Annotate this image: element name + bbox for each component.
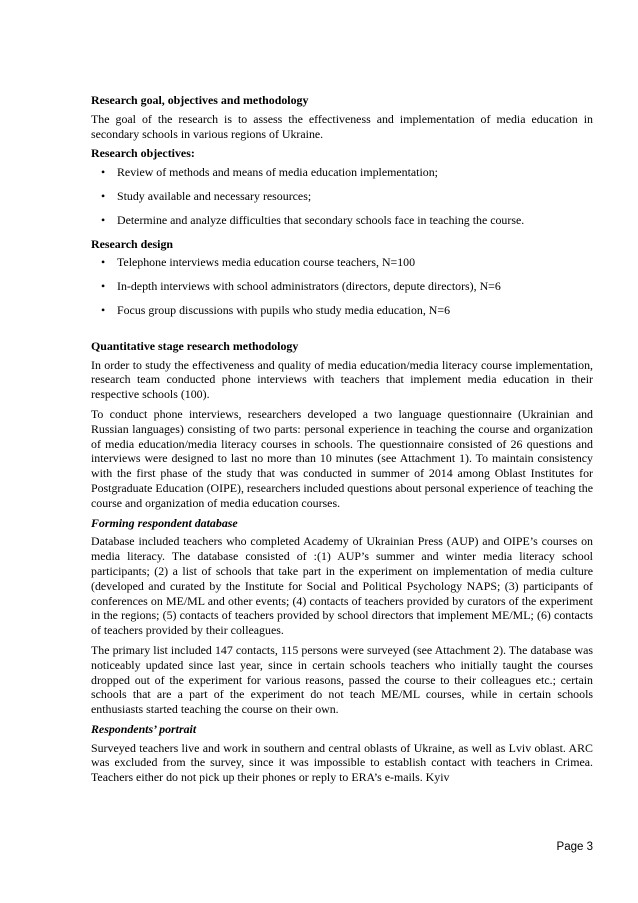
design-heading: Research design	[91, 236, 174, 251]
list-item: • Determine and analyze difficulties that secondary schools face in teaching the course.	[101, 212, 525, 227]
bullet-icon: •	[101, 165, 106, 180]
bullet-icon: •	[101, 255, 106, 270]
objectives-list	[91, 165, 593, 227]
quantitative-paragraph: To conduct phone interviews, researchers developed a two language questionnaire (Ukrainian and Russian languages) consisting of two parts: personal experience in teaching the course and organization of media education/media literacy courses in schools. The questionnaire consisted of 26 questions and interviews were designed to last no more than 10 minutes (see Attachment 1). To maintain consistency with the first phase of the study that was conducted in summer of 2014 among Oblast Institutes for Postgraduate Education (OIPE), researchers included questions about personal experience of teaching the course and organization of media education courses.	[91, 406, 593, 510]
bullet-icon: •	[101, 212, 106, 227]
database-heading: Forming respondent database	[91, 515, 238, 530]
bullet-icon: •	[101, 188, 106, 203]
bullet-icon: •	[101, 302, 106, 317]
list-item: • Review of methods and means of media education implementation;	[101, 165, 438, 180]
list-item: • Study available and necessary resources;	[101, 188, 312, 203]
quantitative-paragraph: In order to study the effectiveness and quality of media education/media literacy course implementation, research team conducted phone interviews with teachers that implement media education in their respective schools (100).	[91, 357, 593, 402]
portrait-text: Surveyed teachers live and work in southern and central oblasts of Ukraine, as well as Lviv oblast. ARC was excluded from the survey, since it was impossible to establish contact with teachers in Crimea. Teachers either do not pick up their phones or reply to ERA’s e-mails. Kyiv	[91, 740, 593, 785]
quantitative-heading: Quantitative stage research methodology	[91, 338, 299, 353]
database-paragraph: The primary list included 147 contacts, 115 persons were surveyed (see Attachment 2). The database was noticeably updated since last year, since in certain schools teachers who initially taught the courses dropped out of the experiment for various reasons, passed the course to their colleagues etc.; certain schools that are a part of the experiment do not teach ME/ML courses, while in certain schools enthusiasts started teaching the course on their own.	[91, 642, 593, 717]
list-item: • In-depth interviews with school administrators (directors, depute directors), N=6	[101, 279, 501, 294]
goal-heading: Research goal, objectives and methodology	[91, 93, 309, 107]
list-item: • Focus group discussions with pupils who study media education, N=6	[101, 302, 451, 317]
goal-text: The goal of the research is to assess the effectiveness and implementation of media education in secondary schools in various regions of Ukraine.	[91, 111, 593, 141]
design-list	[91, 255, 593, 317]
objectives-heading: Research objectives:	[91, 146, 195, 161]
bullet-icon: •	[101, 279, 106, 294]
page-number: Page 3	[556, 841, 593, 853]
document-body	[91, 93, 593, 790]
portrait-heading: Respondents’ portrait	[91, 721, 197, 736]
section-spacer	[91, 327, 593, 339]
database-paragraph: Database included teachers who completed Academy of Ukrainian Press (AUP) and OIPE’s courses on media literacy. The database consisted of :(1) AUP’s summer and winter media literacy school participants; (2) a list of schools that take part in the experiment on implementation of media culture (developed and curated by the Institute for Social and Political Psychology NAPS; (3) participants of conferences on ME/ML and other events; (4) contacts of teachers provided by curators of the experiment in the regions; (5) contacts of teachers provided by school directors that implement ME/ML; (6) contacts of teachers provided by their colleagues.	[91, 534, 593, 638]
list-item: • Telephone interviews media education course teachers, N=100	[101, 255, 416, 270]
